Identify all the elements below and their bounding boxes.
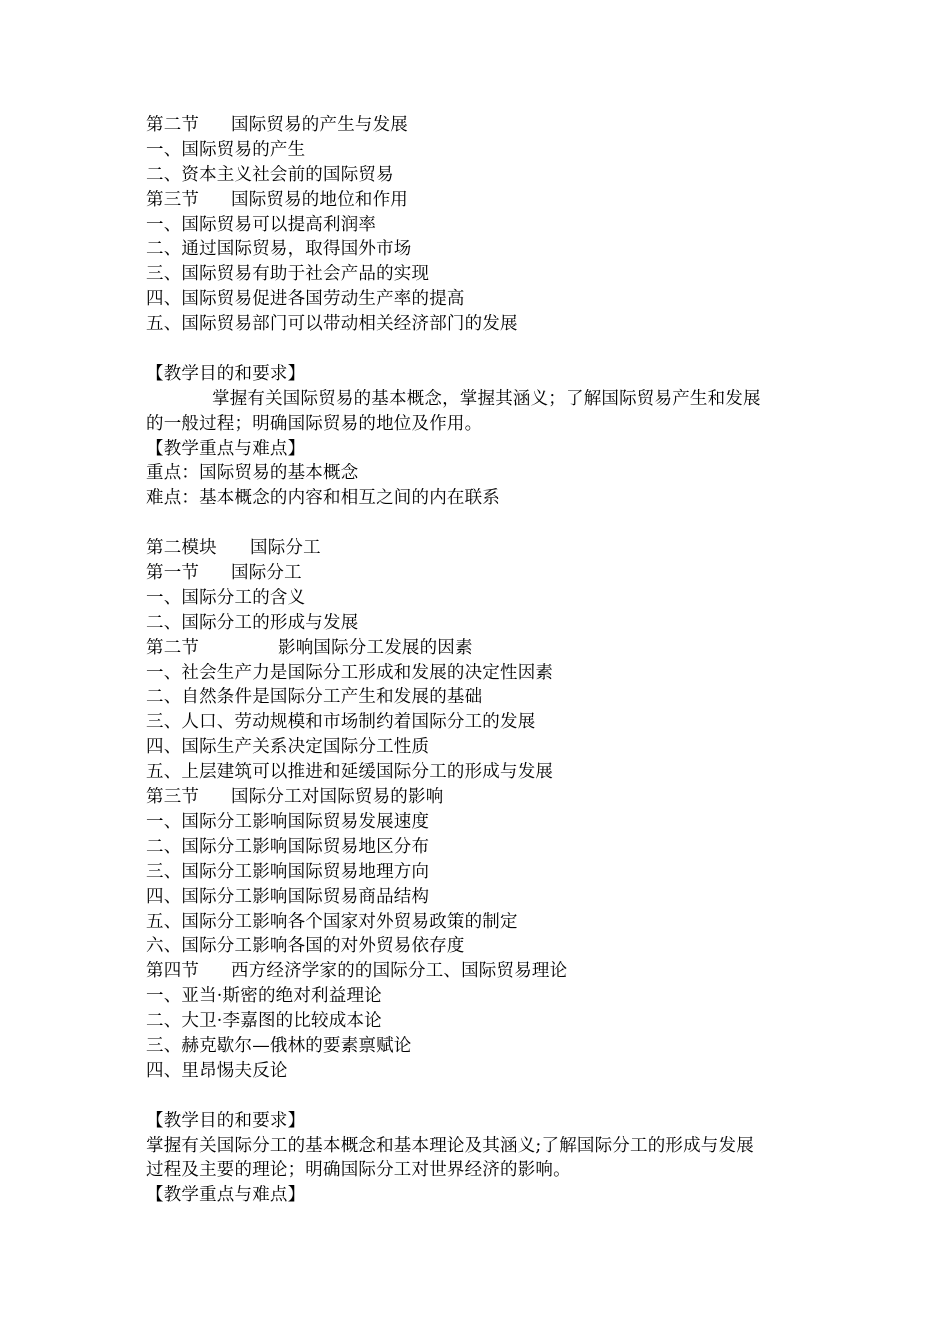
blank-line <box>146 337 816 362</box>
section-heading: 第二节 影响国际分工发展的因素 <box>146 637 473 658</box>
keys-heading: 【教学重点与难点】 <box>146 1185 306 1206</box>
list-item: 二、大卫·李嘉图的比较成本论 <box>146 1011 382 1032</box>
list-item: 四、国际分工影响国际贸易商品结构 <box>146 886 430 907</box>
blank-line <box>146 511 816 536</box>
blank-line <box>146 1084 816 1109</box>
document-body <box>146 113 816 1208</box>
list-item: 五、国际贸易部门可以带动相关经济部门的发展 <box>146 314 518 335</box>
list-item: 四、国际贸易促进各国劳动生产率的提高 <box>146 289 465 310</box>
goals-text-line: 的一般过程；明确国际贸易的地位及作用。 <box>146 413 483 434</box>
list-item: 五、国际分工影响各个国家对外贸易政策的制定 <box>146 911 518 932</box>
list-item: 一、国际分工的含义 <box>146 587 306 608</box>
section-heading: 第三节 国际贸易的地位和作用 <box>146 189 408 210</box>
section-heading: 第一节 国际分工 <box>146 563 302 584</box>
list-item: 五、上层建筑可以推进和延缓国际分工的形成与发展 <box>146 762 554 783</box>
list-item: 二、自然条件是国际分工产生和发展的基础 <box>146 687 483 708</box>
goals-heading: 【教学目的和要求】 <box>146 363 306 384</box>
list-item: 一、国际分工影响国际贸易发展速度 <box>146 811 430 832</box>
list-item: 一、国际贸易可以提高利润率 <box>146 214 377 235</box>
list-item: 一、社会生产力是国际分工形成和发展的决定性因素 <box>146 662 554 683</box>
list-item: 六、国际分工影响各国的对外贸易依存度 <box>146 936 465 957</box>
list-item: 三、国际贸易有助于社会产品的实现 <box>146 264 430 285</box>
list-item: 二、资本主义社会前的国际贸易 <box>146 164 394 185</box>
goals-text-line: 过程及主要的理论；明确国际分工对世界经济的影响。 <box>146 1160 571 1181</box>
list-item: 三、人口、劳动规模和市场制约着国际分工的发展 <box>146 712 536 733</box>
list-item: 二、通过国际贸易，取得国外市场 <box>146 239 412 260</box>
list-item: 三、赫克歇尔—俄林的要素禀赋论 <box>146 1035 412 1056</box>
list-item: 二、国际分工的形成与发展 <box>146 612 359 633</box>
list-item: 四、里昂惕夫反论 <box>146 1060 288 1081</box>
module-heading: 第二模块 国际分工 <box>146 538 321 559</box>
goals-heading: 【教学目的和要求】 <box>146 1110 306 1131</box>
section-heading: 第三节 国际分工对国际贸易的影响 <box>146 787 444 808</box>
goals-text-line: 掌握有关国际贸易的基本概念，掌握其涵义；了解国际贸易产生和发展 <box>212 388 761 409</box>
difficulty-point: 难点：基本概念的内容和相互之间的内在联系 <box>146 488 500 509</box>
list-item: 三、国际分工影响国际贸易地理方向 <box>146 861 430 882</box>
keys-heading: 【教学重点与难点】 <box>146 438 306 459</box>
list-item: 一、国际贸易的产生 <box>146 139 306 160</box>
list-item: 一、亚当·斯密的绝对利益理论 <box>146 986 382 1007</box>
key-point: 重点：国际贸易的基本概念 <box>146 463 359 484</box>
list-item: 四、国际生产关系决定国际分工性质 <box>146 737 430 758</box>
list-item: 二、国际分工影响国际贸易地区分布 <box>146 836 430 857</box>
section-heading: 第二节 国际贸易的产生与发展 <box>146 115 408 135</box>
section-heading: 第四节 西方经济学家的的国际分工、国际贸易理论 <box>146 961 568 982</box>
goals-text-line: 掌握有关国际分工的基本概念和基本理论及其涵义;了解国际分工的形成与发展 <box>146 1135 754 1156</box>
